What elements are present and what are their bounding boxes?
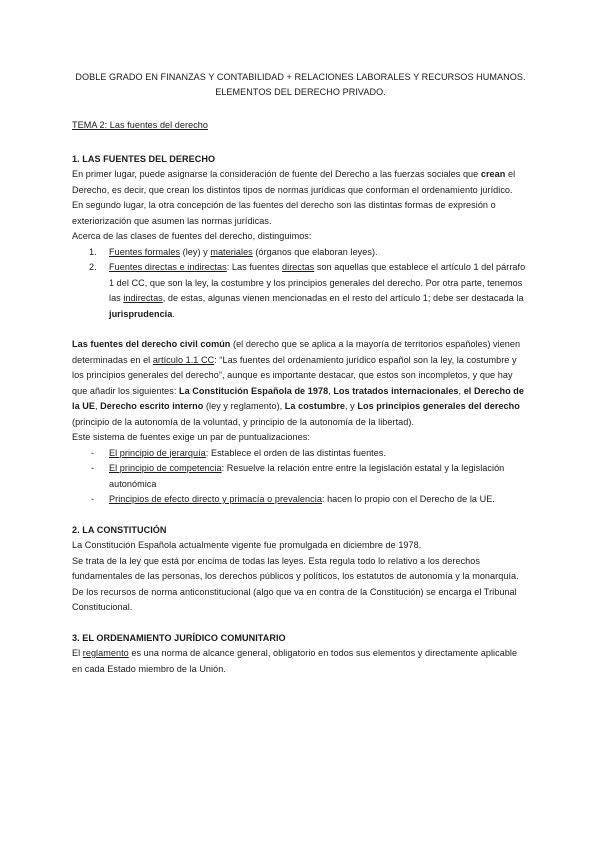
list-number: 2. <box>89 262 97 272</box>
list-item: 1. Fuentes formales (ley) y materiales (órganos que elaboran leyes). <box>72 245 529 261</box>
section-2-paragraph-2: Se trata de la ley que está por encima de todas las leyes. Esta regula todo lo relativo a los derechos fundamentales de las personas, los derechos públicos y políticos, los estatutos de autonomía y la monarquía. <box>72 555 519 581</box>
list-item: - Principios de efecto directo y primacía o prevalencia: hacen lo propio con el Derecho de la UE. <box>72 492 529 508</box>
header-line-1: DOBLE GRADO EN FINANZAS Y CONTABILIDAD + RELACIONES LABORALES Y RECURSOS HUMANOS. <box>75 72 526 82</box>
document-header <box>72 70 529 100</box>
list-item: - El principio de jerarquía: Establece el orden de las distintas fuentes. <box>72 446 529 462</box>
section-2-paragraph-3: De los recursos de norma anticonstitucional (algo que va en contra de la Constitución) se encarga el Tribunal Constitucional. <box>72 586 517 612</box>
section-1-paragraph-5: Este sistema de fuentes exige un par de puntualizaciones: <box>72 432 310 442</box>
section-1-paragraph-4: Las fuentes del derecho civil común (el derecho que se aplica a la mayoría de territorios españoles) vienen determinadas en el artículo 1.1 CC: “Las fuentes del ordenamiento jurídico español son la ley, la costumbre y los principios generales del derecho”, aunque es importante destacar, que estos son incompletos, y que hay que añadir los siguientes: La Constitución Española de 1978, Los tratados internacionales, el Derecho de la UE, Derecho escrito interno (ley y reglamento), La costumbre, y Los principios generales del derecho (principio de la autonomía de la voluntad, y principio de la autonomía de la libertad). <box>72 339 524 427</box>
section-1-paragraph-2: En segundo lugar, la otra concepción de las fuentes del derecho son las distintas formas de expresión o exteriorización que asumen las normas jurídicas. <box>72 200 496 226</box>
section-2-heading: 2. LA CONSTITUCIÓN <box>72 524 167 535</box>
section-1-paragraph-3: Acerca de las clases de fuentes del derecho, distinguimos: <box>72 231 312 241</box>
topic-title: TEMA 2: Las fuentes del derecho <box>72 120 209 130</box>
section-1-paragraph-1: En primer lugar, puede asignarse la consideración de fuente del Derecho a las fuerzas sociales que crean el Derecho, es decir, que crean los distintos tipos de normas jurídicas que conforman el ordenamiento jurídico. <box>72 169 516 195</box>
list-item: - El principio de competencia: Resuelve la relación entre entre la legislación estatal y la legislación autonómica <box>91 463 505 489</box>
section-2-paragraph-1: La Constitución Española actualmente vigente fue promulgada en diciembre de 1978. <box>72 540 422 550</box>
sources-list <box>72 245 529 323</box>
principles-list <box>72 446 529 508</box>
list-item: 2. Fuentes directas e indirectas: Las fuentes directas son aquellas que establece el artículo 1 del párrafo 1 del CC, que son la ley, la costumbre y los principios generales del derecho. Por otra parte, tenemos las indirectas, de estas, algunas vienen mencionadas en el resto del artículo 1; debe ser destacada la jurisprudencia. <box>89 262 526 319</box>
dash-bullet: - <box>91 463 95 473</box>
dash-bullet: - <box>91 447 95 458</box>
section-1-heading: 1. LAS FUENTES DEL DERECHO <box>72 153 216 164</box>
list-number: 1. <box>89 246 97 257</box>
header-line-2: ELEMENTOS DEL DERECHO PRIVADO. <box>215 87 386 97</box>
section-3-heading: 3. EL ORDENAMIENTO JURÍDICO COMUNITARIO <box>72 632 286 643</box>
section-3-paragraph-1: El reglamento es una norma de alcance general, obligatorio en todos sus elementos y directamente aplicable en cada Estado miembro de la Unión. <box>72 648 518 674</box>
dash-bullet: - <box>91 494 95 504</box>
